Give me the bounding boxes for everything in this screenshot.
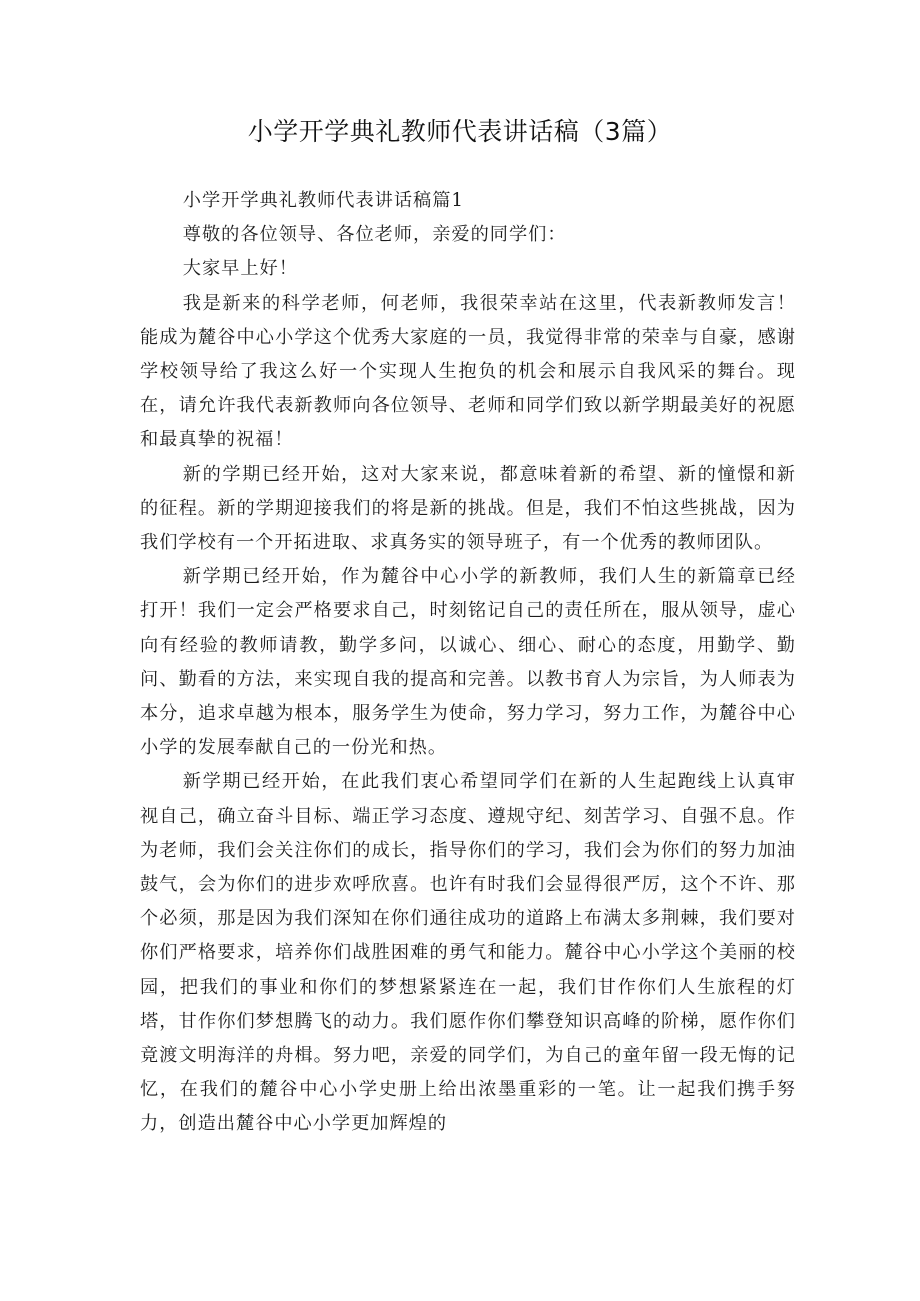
body-paragraph: 新学期已经开始，在此我们衷心希望同学们在新的人生起跑线上认真审视自己，确立奋斗目标、端正学习态度、遵规守纪、刻苦学习、自强不息。作为老师，我们会关注你们的成长，指导你们的学习，我们会为你们的努力加油鼓气，会为你们的进步欢呼欣喜。也许有时我们会显得很严厉，这个不许、那个必须，那是因为我们深知在你们通往成功的道路上布满太多荆棘，我们要对你们严格要求，培养你们战胜困难的勇气和能力。麓谷中心小学这个美丽的校园，把我们的事业和你们的梦想紧紧连在一起，我们甘作你们人生旅程的灯塔，甘作你们梦想腾飞的动力。我们愿作你们攀登知识高峰的阶梯，愿作你们竟渡文明海洋的舟楫。努力吧，亲爱的同学们，为自己的童年留一段无悔的记忆，在我们的麓谷中心小学史册上给出浓墨重彩的一笔。让一起我们携手努力，创造出麓谷中心小学更加辉煌的 [140,771,796,1135]
salutation: 尊敬的各位领导、各位老师，亲爱的同学们： [182,224,567,246]
greeting: 大家早上好！ [182,258,298,280]
section-heading: 小学开学典礼教师代表讲话稿篇1 [182,190,464,211]
document-body [140,184,796,1142]
body-paragraph: 新学期已经开始，作为麓谷中心小学的新教师，我们人生的新篇章已经打开！我们一定会严格要求自己，时刻铭记自己的责任所在，服从领导，虚心向有经验的教师请教，勤学多问，以诚心、细心、耐心的态度，用勤学、勤问、勤看的方法，来实现自我的提高和完善。以教书育人为宗旨，为人师表为本分，追求卓越为根本，服务学生为使命，努力学习，努力工作，为麓谷中心小学的发展奉献自己的一份光和热。 [140,566,796,759]
body-paragraph: 我是新来的科学老师，何老师，我很荣幸站在这里，代表新教师发言！能成为麓谷中心小学这个优秀大家庭的一员，我觉得非常的荣幸与自豪，感谢学校领导给了我这么好一个实现人生抱负的机会和展示自我风采的舞台。现在，请允许我代表新教师向各位领导、老师和同学们致以新学期最美好的祝愿和最真挚的祝福！ [140,292,796,451]
body-paragraph: 新的学期已经开始，这对大家来说，都意味着新的希望、新的憧憬和新的征程。新的学期迎接我们的将是新的挑战。但是，我们不怕这些挑战，因为我们学校有一个开拓进取、求真务实的领导班子，有一个优秀的教师团队。 [140,463,796,554]
document-title: 小学开学典礼教师代表讲话稿（3篇） [247,117,673,146]
